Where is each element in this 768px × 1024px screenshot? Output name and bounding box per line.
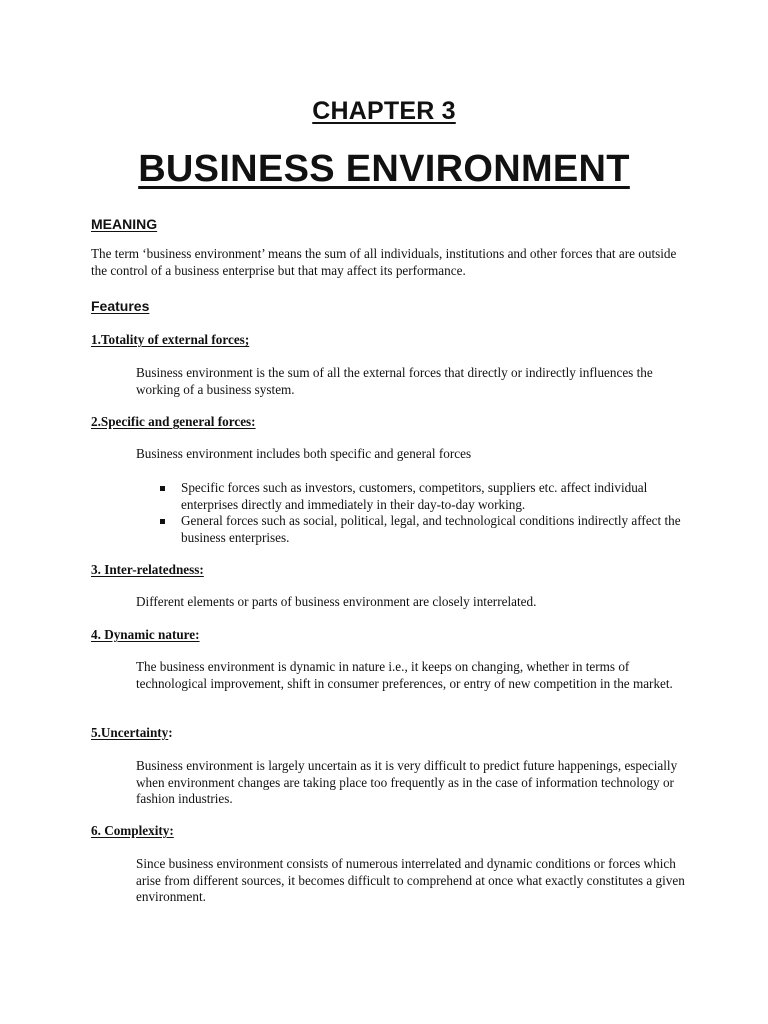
feature-5-heading-colon: : <box>168 725 173 740</box>
feature-1-heading <box>91 332 249 348</box>
feature-6-heading <box>91 823 174 839</box>
feature-5-text: Business environment is largely uncertain as it is very difficult to predict future happenings, especially when environment changes are taking place too frequently as in the case of information technology or fashion industries. <box>136 758 678 806</box>
feature-2-text: Business environment includes both specific and general forces <box>136 446 472 461</box>
feature-4-heading-text: 4. Dynamic nature: <box>91 627 200 642</box>
feature-2-bullet-list <box>136 480 686 546</box>
feature-2-heading-text: 2.Specific and general forces: <box>91 414 256 429</box>
feature-5-heading-text: 5.Uncertainty <box>91 725 169 740</box>
feature-4-text: The business environment is dynamic in nature i.e., it keeps on changing, whether in terms of technological improvement, shift in consumer preferences, or entry of new competition in the market. <box>136 659 673 691</box>
feature-3-heading-text: 3. Inter-relatedness: <box>91 562 204 577</box>
chapter-label: CHAPTER 3 <box>312 97 456 125</box>
features-heading: Features <box>91 298 150 314</box>
feature-6-heading-text: 6. Complexity: <box>91 823 174 838</box>
bullet-square-icon <box>160 486 165 491</box>
feature-1-heading-text: 1.Totality of external forces; <box>91 332 250 347</box>
feature-1-text: Business environment is the sum of all the external forces that directly or indirectly influences the working of a business system. <box>136 365 653 397</box>
feature-3-heading <box>91 562 204 578</box>
feature-3-text: Different elements or parts of business environment are closely interrelated. <box>136 594 537 609</box>
bullet-text: Specific forces such as investors, customers, competitors, suppliers etc. affect individual enterprises directly and immediately in their day-to-day working. <box>181 480 648 512</box>
page-title: BUSINESS ENVIRONMENT <box>138 148 630 190</box>
feature-4-heading <box>91 627 200 643</box>
meaning-text: The term ‘business environment’ means the sum of all individuals, institutions and other forces that are outside the control of a business enterprise but that may affect its performance. <box>91 246 677 278</box>
list-item <box>136 513 686 546</box>
feature-2-heading <box>91 414 256 430</box>
meaning-heading: MEANING <box>91 216 158 232</box>
list-item <box>136 480 686 513</box>
bullet-square-icon <box>160 519 165 524</box>
feature-5-heading <box>91 725 173 741</box>
bullet-text: General forces such as social, political, legal, and technological conditions indirectly affect the business enterprises. <box>181 513 681 545</box>
feature-6-text: Since business environment consists of numerous interrelated and dynamic conditions or forces which arise from different sources, it becomes difficult to comprehend at once what exactly constitutes a given environment. <box>136 856 685 904</box>
